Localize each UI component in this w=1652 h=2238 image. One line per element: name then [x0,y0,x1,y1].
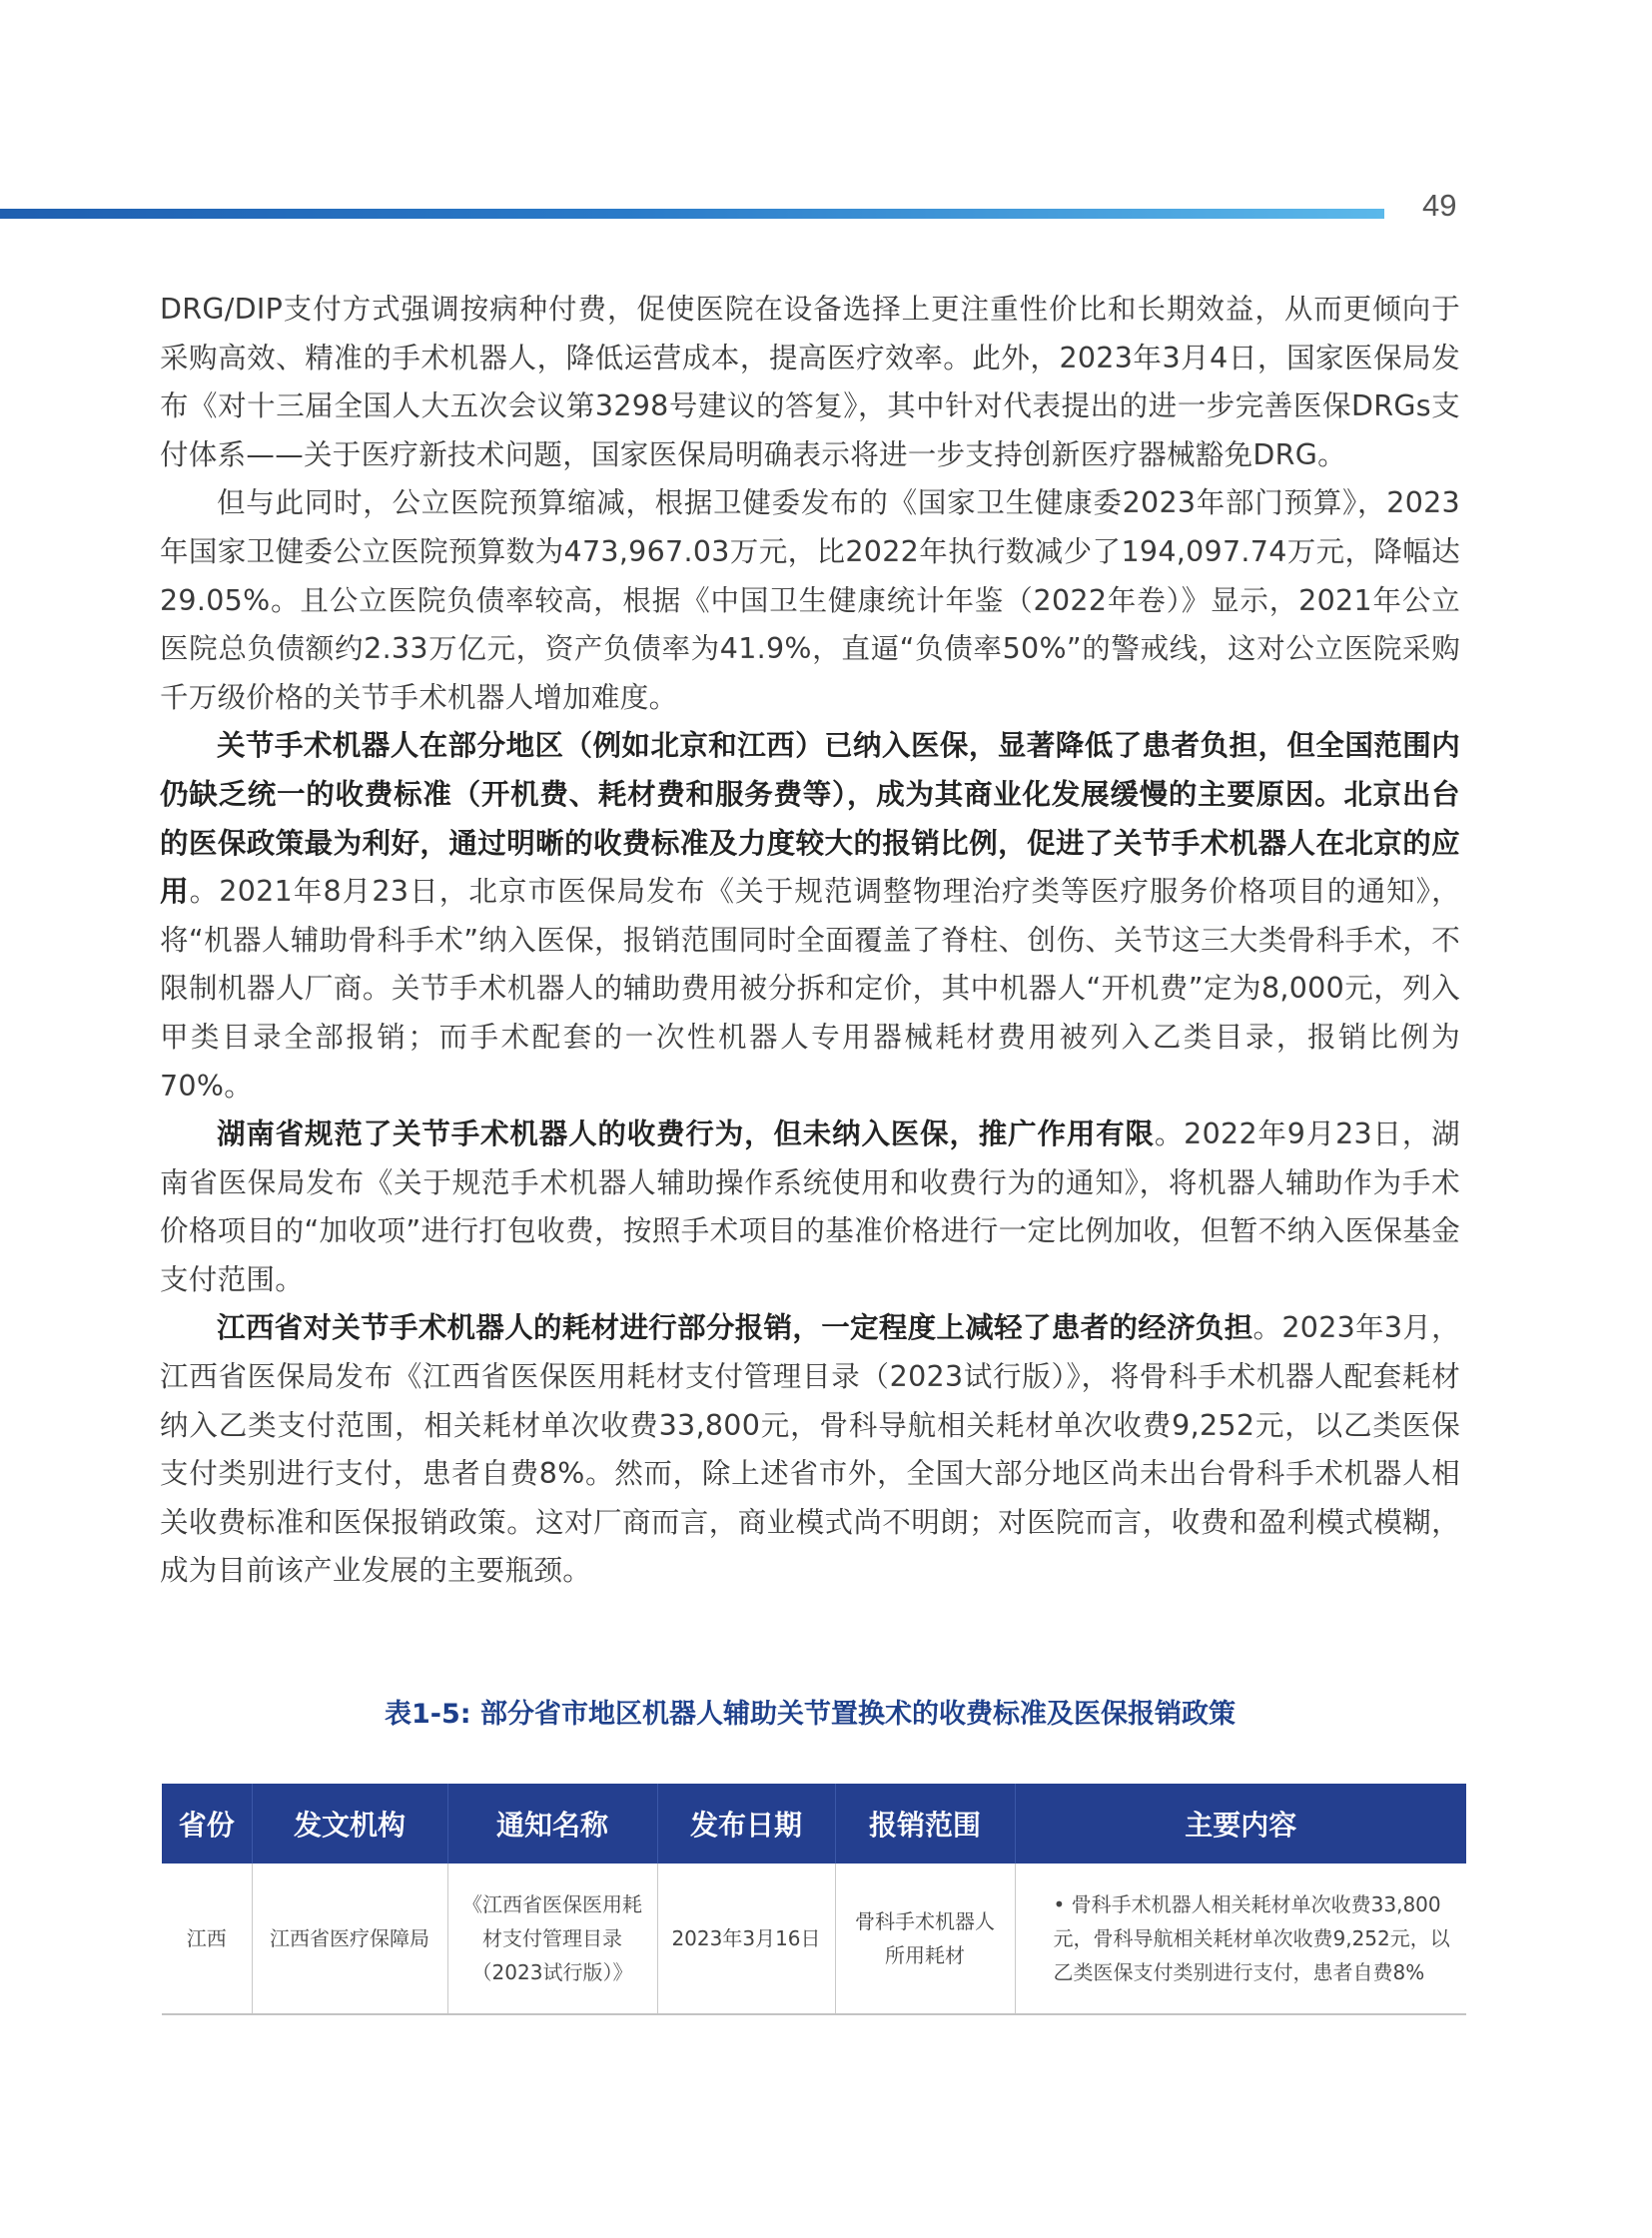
policy-table [162,1784,1466,2015]
cell-scope: 骨科手术机器人所用耗材 [835,1864,1015,2014]
cell-province: 江西 [162,1864,252,2014]
header-notice-name: 通知名称 [447,1784,657,1864]
cell-content: • 骨科手术机器人相关耗材单次收费33,800元，骨科导航相关耗材单次收费9,252元，以乙类医保支付类别进行支付，患者自费8% [1015,1864,1466,2014]
paragraph-1-text: DRG/DIP支付方式强调按病种付费，促使医院在设备选择上更注重性价比和长期效益，从而更倾向于采购高效、精准的手术机器人，降低运营成本，提高医疗效率。此外，2023年3月4日，国家医保局发布《对十三届全国人大五次会议第3298号建议的答复》，其中针对代表提出的进一步完善医保DRGs支付体系——关于医疗新技术问题，国家医保局明确表示将进一步支持创新医疗器械豁免DRG。 [160,293,1460,471]
paragraph-4-bold: 湖南省规范了关节手术机器人的收费行为，但未纳入医保，推广作用有限 [217,1118,1155,1151]
cell-date: 2023年3月16日 [657,1864,835,2014]
body-text [160,286,1460,1596]
page-number: 49 [1422,188,1457,223]
header-agency: 发文机构 [252,1784,447,1864]
paragraph-4 [160,1111,1460,1304]
header-content: 主要内容 [1015,1784,1466,1864]
table-header-row [162,1784,1466,1864]
table-row [162,1864,1466,2014]
cell-notice-name: 《江西省医保医用耗材支付管理目录（2023试行版）》 [447,1864,657,2014]
header-scope: 报销范围 [835,1784,1015,1864]
paragraph-2-text: 但与此同时，公立医院预算缩减，根据卫健委发布的《国家卫生健康委2023年部门预算》，2023年国家卫健委公立医院预算数为473,967.03万元，比2022年执行数减少了194,097.74万元，降幅达29.05%。且公立医院负债率较高，根据《中国卫生健康统计年鉴（2022年卷）》显示，2021年公立医院总负债额约2.33万亿元，资产负债率为41.9%，直逼“负债率50%”的警戒线，这对公立医院采购千万级价格的关节手术机器人增加难度。 [160,486,1460,714]
table-title: 表1-5: 部分省市地区机器人辅助关节置换术的收费标准及医保报销政策 [385,1699,1236,1730]
paragraph-5 [160,1304,1460,1596]
paragraph-3-bold: 关节手术机器人在部分地区（例如北京和江西）已纳入医保，显著降低了患者负担，但全国范围内仍缺乏统一的收费标准（开机费、耗材费和服务费等），成为其商业化发展缓慢的主要原因。北京出台的医保政策最为利好，通过明晰的收费标准及力度较大的报销比例，促进了关节手术机器人在北京的应用 [160,729,1460,909]
paragraph-3 [160,722,1460,1111]
paragraph-5-bold: 江西省对关节手术机器人的耗材进行部分报销，一定程度上减轻了患者的经济负担 [217,1311,1253,1345]
paragraph-2 [160,479,1460,722]
paragraph-3-text: 。2021年8月23日，北京市医保局发布《关于规范调整物理治疗类等医疗服务价格项目的通知》，将“机器人辅助骨科手术”纳入医保，报销范围同时全面覆盖了脊柱、创伤、关节这三大类骨科手术，不限制机器人厂商。关节手术机器人的辅助费用被分拆和定价，其中机器人“开机费”定为8,000元，列入甲类目录全部报销；而手术配套的一次性机器人专用器械耗材费用被列入乙类目录，报销比例为70%。 [160,875,1460,1103]
header-province: 省份 [162,1784,252,1864]
paragraph-1 [160,286,1460,479]
header-accent-bar [0,209,1384,219]
paragraph-4-text: 。2022年9月23日，湖南省医保局发布《关于规范手术机器人辅助操作系统使用和收费行为的通知》，将机器人辅助作为手术价格项目的“加收项”进行打包收费，按照手术项目的基准价格进行一定比例加收，但暂不纳入医保基金支付范围。 [160,1118,1460,1296]
cell-agency: 江西省医疗保障局 [252,1864,447,2014]
header-date: 发布日期 [657,1784,835,1864]
paragraph-5-text: 。2023年3月，江西省医保局发布《江西省医保医用耗材支付管理目录（2023试行版）》，将骨科手术机器人配套耗材纳入乙类支付范围，相关耗材单次收费33,800元，骨科导航相关耗材单次收费9,252元，以乙类医保支付类别进行支付，患者自费8%。然而，除上述省市外，全国大部分地区尚未出台骨科手术机器人相关收费标准和医保报销政策。这对厂商而言，商业模式尚不明朗；对医院而言，收费和盈利模式模糊，成为目前该产业发展的主要瓶颈。 [160,1311,1460,1588]
